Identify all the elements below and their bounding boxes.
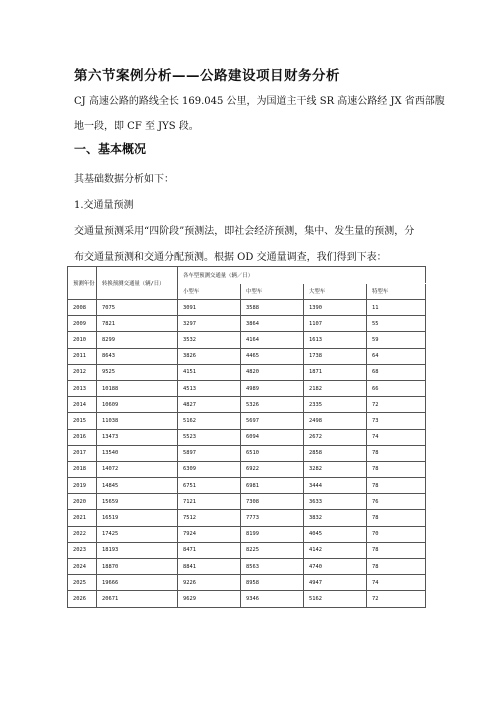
cell-large: 2182 bbox=[304, 380, 367, 396]
cell-total: 10609 bbox=[97, 397, 178, 413]
cell-small: 5523 bbox=[178, 429, 241, 445]
cell-special: 76 bbox=[367, 494, 426, 510]
header-special-vehicle: 特型车 bbox=[367, 283, 426, 300]
cell-large: 4740 bbox=[304, 559, 367, 575]
cell-year: 2023 bbox=[68, 542, 97, 558]
section-title: 第六节案例分析——公路建设项目财务分析 bbox=[74, 68, 340, 84]
cell-total: 13540 bbox=[97, 445, 178, 461]
subsection-traffic-forecast: 1.交通量预测 bbox=[74, 200, 134, 211]
cell-large: 4142 bbox=[304, 542, 367, 558]
header-medium-vehicle: 中型车 bbox=[241, 283, 304, 300]
cell-small: 8471 bbox=[178, 542, 241, 558]
traffic-forecast-table bbox=[67, 266, 426, 608]
table-row bbox=[68, 364, 426, 380]
cell-total: 17425 bbox=[97, 526, 178, 542]
cell-medium: 8958 bbox=[241, 575, 304, 591]
cell-special: 78 bbox=[367, 461, 426, 477]
cell-special: 74 bbox=[367, 575, 426, 591]
cell-medium: 8199 bbox=[241, 526, 304, 542]
table-row bbox=[68, 461, 426, 477]
cell-large: 4947 bbox=[304, 575, 367, 591]
cell-total: 11038 bbox=[97, 413, 178, 429]
cell-large: 4045 bbox=[304, 526, 367, 542]
cell-large: 2672 bbox=[304, 429, 367, 445]
cell-large: 1107 bbox=[304, 316, 367, 332]
table-row bbox=[68, 478, 426, 494]
cell-medium: 7308 bbox=[241, 494, 304, 510]
cell-medium: 9346 bbox=[241, 591, 304, 607]
cell-total: 9525 bbox=[97, 364, 178, 380]
cell-large: 1871 bbox=[304, 364, 367, 380]
cell-total: 20671 bbox=[97, 591, 178, 607]
cell-large: 1613 bbox=[304, 332, 367, 348]
header-small-vehicle: 小型车 bbox=[178, 283, 241, 300]
cell-medium: 5697 bbox=[241, 413, 304, 429]
header-large-vehicle: 大型车 bbox=[304, 283, 367, 300]
cell-small: 4513 bbox=[178, 380, 241, 396]
cell-year: 2014 bbox=[68, 397, 97, 413]
header-total-volume: 转换预测交通量（辆/日） bbox=[97, 267, 178, 300]
cell-year: 2020 bbox=[68, 494, 97, 510]
cell-total: 18193 bbox=[97, 542, 178, 558]
cell-special: 78 bbox=[367, 478, 426, 494]
cell-special: 66 bbox=[367, 380, 426, 396]
cell-large: 3633 bbox=[304, 494, 367, 510]
cell-special: 11 bbox=[367, 300, 426, 316]
cell-special: 74 bbox=[367, 429, 426, 445]
cell-large: 3282 bbox=[304, 461, 367, 477]
cell-total: 15659 bbox=[97, 494, 178, 510]
cell-medium: 8563 bbox=[241, 559, 304, 575]
cell-special: 73 bbox=[367, 413, 426, 429]
cell-medium: 3864 bbox=[241, 316, 304, 332]
cell-small: 7121 bbox=[178, 494, 241, 510]
cell-small: 3532 bbox=[178, 332, 241, 348]
cell-small: 6751 bbox=[178, 478, 241, 494]
cell-special: 72 bbox=[367, 397, 426, 413]
table-row bbox=[68, 316, 426, 332]
cell-medium: 8225 bbox=[241, 542, 304, 558]
cell-small: 3297 bbox=[178, 316, 241, 332]
cell-total: 10188 bbox=[97, 380, 178, 396]
intro-paragraph-line-1: CJ 高速公路的路线全长 169.045 公里，为国道主干线 SR 高速公路经 JX 省西部腹 bbox=[74, 96, 445, 107]
cell-year: 2019 bbox=[68, 478, 97, 494]
table-row bbox=[68, 542, 426, 558]
cell-special: 78 bbox=[367, 445, 426, 461]
cell-year: 2025 bbox=[68, 575, 97, 591]
table-row bbox=[68, 413, 426, 429]
cell-special: 78 bbox=[367, 510, 426, 526]
cell-large: 3444 bbox=[304, 478, 367, 494]
cell-special: 55 bbox=[367, 316, 426, 332]
cell-special: 78 bbox=[367, 542, 426, 558]
cell-total: 14072 bbox=[97, 461, 178, 477]
cell-total: 19666 bbox=[97, 575, 178, 591]
cell-year: 2013 bbox=[68, 380, 97, 396]
header-year: 预测年份 bbox=[68, 267, 97, 300]
cell-total: 16519 bbox=[97, 510, 178, 526]
table-row bbox=[68, 429, 426, 445]
cell-special: 59 bbox=[367, 332, 426, 348]
cell-small: 7512 bbox=[178, 510, 241, 526]
cell-large: 2335 bbox=[304, 397, 367, 413]
cell-year: 2024 bbox=[68, 559, 97, 575]
cell-medium: 4820 bbox=[241, 364, 304, 380]
cell-small: 3826 bbox=[178, 348, 241, 364]
cell-year: 2011 bbox=[68, 348, 97, 364]
table-row bbox=[68, 332, 426, 348]
cell-small: 4827 bbox=[178, 397, 241, 413]
section-heading-basic: 一、基本概况 bbox=[74, 142, 147, 156]
table-row bbox=[68, 575, 426, 591]
cell-special: 72 bbox=[367, 591, 426, 607]
basic-data-intro: 其基础数据分析如下： bbox=[74, 174, 174, 185]
cell-small: 6309 bbox=[178, 461, 241, 477]
cell-large: 2498 bbox=[304, 413, 367, 429]
cell-large: 1390 bbox=[304, 300, 367, 316]
cell-medium: 4465 bbox=[241, 348, 304, 364]
cell-small: 3091 bbox=[178, 300, 241, 316]
traffic-paragraph-line-2: 布交通量预测和交通分配预测。根据 OD 交通量调查，我们得到下表： bbox=[74, 252, 387, 263]
cell-medium: 4989 bbox=[241, 380, 304, 396]
cell-year: 2008 bbox=[68, 300, 97, 316]
cell-special: 64 bbox=[367, 348, 426, 364]
cell-special: 78 bbox=[367, 559, 426, 575]
cell-large: 3832 bbox=[304, 510, 367, 526]
table-row bbox=[68, 510, 426, 526]
cell-medium: 6981 bbox=[241, 478, 304, 494]
cell-total: 7821 bbox=[97, 316, 178, 332]
cell-special: 70 bbox=[367, 526, 426, 542]
table-row bbox=[68, 380, 426, 396]
table-row bbox=[68, 526, 426, 542]
table-header-row bbox=[68, 267, 426, 284]
cell-total: 7075 bbox=[97, 300, 178, 316]
cell-medium: 6922 bbox=[241, 461, 304, 477]
table-row bbox=[68, 445, 426, 461]
cell-small: 8841 bbox=[178, 559, 241, 575]
traffic-paragraph-line-1: 交通量预测采用“四阶段”预测法，即社会经济预测，集中、发生量的预测，分 bbox=[74, 226, 415, 237]
cell-total: 8299 bbox=[97, 332, 178, 348]
cell-year: 2009 bbox=[68, 316, 97, 332]
cell-medium: 7773 bbox=[241, 510, 304, 526]
table-row bbox=[68, 397, 426, 413]
table-row bbox=[68, 559, 426, 575]
cell-small: 7924 bbox=[178, 526, 241, 542]
table-row bbox=[68, 591, 426, 607]
table-row bbox=[68, 494, 426, 510]
cell-special: 68 bbox=[367, 364, 426, 380]
table-row bbox=[68, 300, 426, 316]
table-row bbox=[68, 348, 426, 364]
cell-year: 2016 bbox=[68, 429, 97, 445]
cell-large: 5162 bbox=[304, 591, 367, 607]
cell-large: 2858 bbox=[304, 445, 367, 461]
cell-large: 1738 bbox=[304, 348, 367, 364]
cell-medium: 4164 bbox=[241, 332, 304, 348]
cell-medium: 5326 bbox=[241, 397, 304, 413]
cell-year: 2015 bbox=[68, 413, 97, 429]
intro-paragraph-line-2: 地一段，即 CF 至 JYS 段。 bbox=[74, 121, 199, 132]
cell-small: 9629 bbox=[178, 591, 241, 607]
cell-total: 14845 bbox=[97, 478, 178, 494]
cell-small: 5897 bbox=[178, 445, 241, 461]
cell-small: 5162 bbox=[178, 413, 241, 429]
cell-year: 2018 bbox=[68, 461, 97, 477]
cell-year: 2026 bbox=[68, 591, 97, 607]
cell-year: 2017 bbox=[68, 445, 97, 461]
cell-year: 2022 bbox=[68, 526, 97, 542]
cell-small: 4151 bbox=[178, 364, 241, 380]
cell-total: 13473 bbox=[97, 429, 178, 445]
cell-year: 2010 bbox=[68, 332, 97, 348]
cell-total: 18870 bbox=[97, 559, 178, 575]
cell-total: 8643 bbox=[97, 348, 178, 364]
cell-medium: 6094 bbox=[241, 429, 304, 445]
cell-year: 2021 bbox=[68, 510, 97, 526]
cell-small: 9226 bbox=[178, 575, 241, 591]
cell-year: 2012 bbox=[68, 364, 97, 380]
header-vehicle-type-group: 各车型预测交通量（辆／日） bbox=[178, 267, 426, 284]
cell-medium: 6510 bbox=[241, 445, 304, 461]
cell-medium: 3588 bbox=[241, 300, 304, 316]
